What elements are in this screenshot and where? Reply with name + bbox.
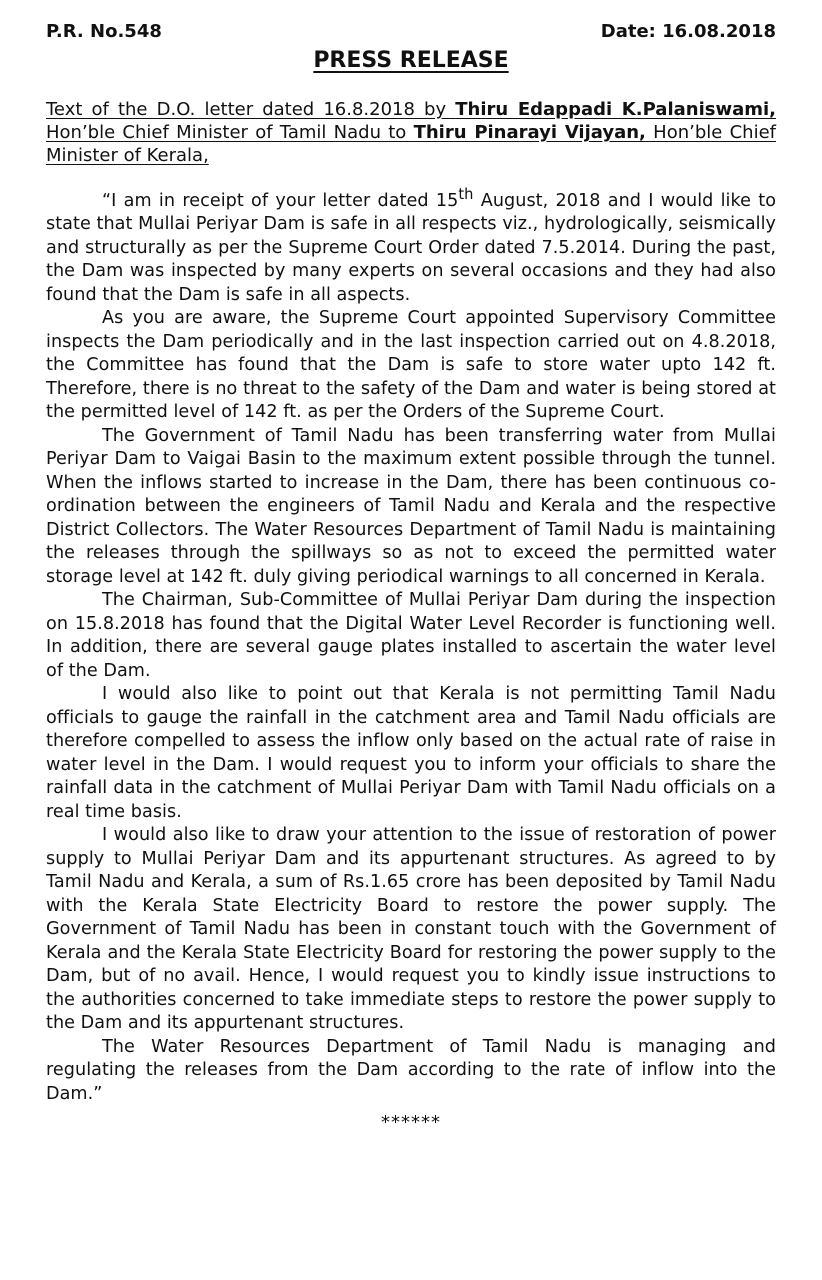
recipient-name: Thiru Pinarayi Vijayan, (413, 122, 646, 143)
end-mark: ****** (381, 1112, 441, 1134)
intro-text (46, 98, 776, 167)
intro-part-1: Text of the D.O. letter dated 16.8.2018 by (46, 99, 456, 120)
paragraph-2: As you are aware, the Supreme Court appointed Supervisory Committee inspects the Dam periodically and in the last inspection carried out on 4.8.2018, the Committee has found that the Dam is safe to store water upto 142 ft. Therefore, there is no threat to the safety of the Dam and water is being stored at the permitted level of 142 ft. as per the Orders of the Supreme Court. (46, 308, 776, 423)
paragraph-4: The Chairman, Sub-Committee of Mullai Periyar Dam during the inspection on 15.8.2018 has found that the Digital Water Level Recorder is functioning well. In addition, there are several gauge plates installed to ascertain the water level of the Dam. (46, 590, 776, 681)
paragraph-5: I would also like to point out that Kerala is not permitting Tamil Nadu officials to gauge the rainfall in the catchment area and Tamil Nadu officials are therefore compelled to assess the inflow only based on the actual rate of raise in water level in the Dam. I would request you to inform your officials to share the rainfall data in the catchment of Mullai Periyar Dam with Tamil Nadu officials on a real time basis. (46, 684, 776, 822)
paragraph-6: I would also like to draw your attention to the issue of restoration of power supply to Mullai Periyar Dam and its appurtenant structures. As agreed to by Tamil Nadu and Kerala, a sum of Rs.1.65 crore has been deposited by Tamil Nadu with the Kerala State Electricity Board to restore the power supply. The Government of Tamil Nadu has been in constant touch with the Government of Kerala and the Kerala State Electricity Board for restoring the power supply to the Dam, but of no avail. Hence, I would request you to kindly issue instructions to the authorities concerned to take immediate steps to restore the power supply to the Dam and its appurtenant structures. (46, 825, 776, 1034)
paragraph-1-rest: August, 2018 and I would like to state that Mullai Periyar Dam is safe in all respects viz., hydrologically, seismically and structurally as per the Supreme Court Order dated 7.5.2014. During the past, the Dam was inspected by many experts on several occasions and they had also found that the Dam is safe in all aspects. (46, 190, 777, 305)
intro-part-2: Hon’ble Chief Minister of Tamil Nadu to (46, 122, 414, 143)
paragraph-1-start: “I am in receipt of your letter dated 15 (102, 190, 459, 211)
paragraph-1 (46, 183, 776, 307)
header-row (46, 20, 776, 44)
release-date: Date: 16.08.2018 (600, 21, 776, 42)
press-release-number: P.R. No.548 (46, 21, 162, 42)
sender-name: Thiru Edappadi K.Palaniswami, (455, 99, 776, 120)
paragraph-7: The Water Resources Department of Tamil Nadu is managing and regulating the releases from the Dam according to the rate of inflow into the Dam.” (46, 1036, 776, 1104)
paragraph-3: The Government of Tamil Nadu has been transferring water from Mullai Periyar Dam to Vaigai Basin to the maximum extent possible through the tunnel. When the inflows started to increase in the Dam, there has been continuous co-ordination between the engineers of Tamil Nadu and Kerala and the respective District Collectors. The Water Resources Department of Tamil Nadu is maintaining the releases through the spillways so as not to exceed the permitted water storage level at 142 ft. duly giving periodical warnings to all concerned in Kerala. (46, 425, 776, 587)
page-title: PRESS RELEASE (313, 48, 509, 73)
ordinal-suffix: th (458, 186, 474, 203)
intro-part-3: Hon’ble Chief Minister of Kerala, (46, 122, 776, 166)
letter-body (46, 183, 776, 1106)
